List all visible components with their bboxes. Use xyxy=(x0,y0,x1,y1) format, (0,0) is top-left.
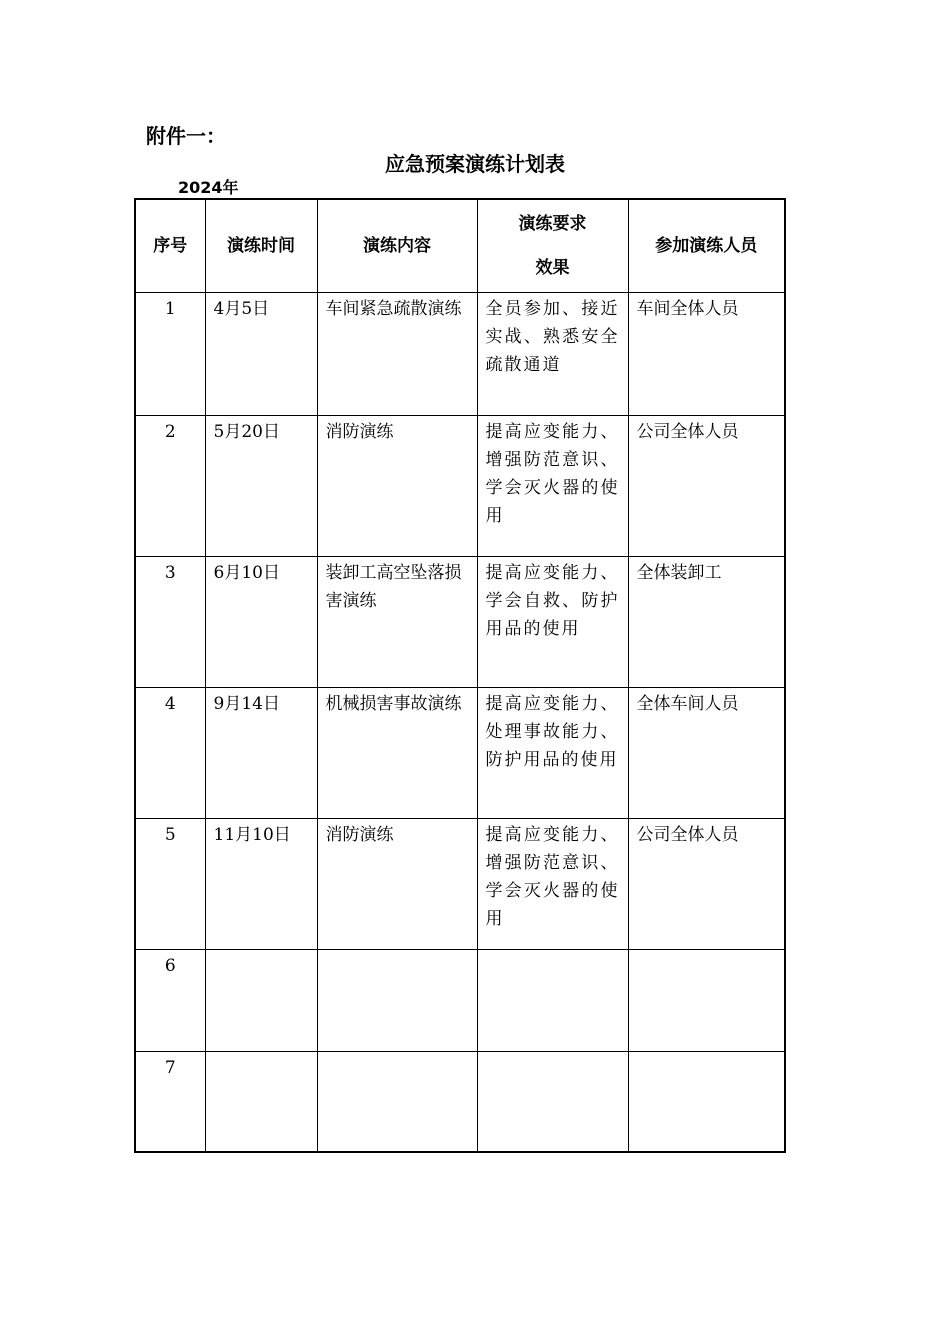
cell-content xyxy=(317,950,477,1052)
cell-time: 9月14日 xyxy=(205,688,317,819)
cell-participants: 公司全体人员 xyxy=(628,819,785,950)
cell-requirement: 提高应变能力、处理事故能力、防护用品的使用 xyxy=(477,688,628,819)
table-row xyxy=(135,1052,785,1152)
cell-time xyxy=(205,1052,317,1152)
header-requirement xyxy=(477,199,628,293)
document-title: 应急预案演练计划表 xyxy=(385,152,565,176)
header-time: 演练时间 xyxy=(205,199,317,293)
cell-content: 车间紧急疏散演练 xyxy=(317,293,477,416)
cell-seq: 4 xyxy=(135,688,205,819)
cell-seq: 5 xyxy=(135,819,205,950)
cell-participants: 公司全体人员 xyxy=(628,416,785,557)
cell-seq: 6 xyxy=(135,950,205,1052)
cell-participants: 全体车间人员 xyxy=(628,688,785,819)
cell-time: 11月10日 xyxy=(205,819,317,950)
drill-plan-table xyxy=(134,198,786,1153)
cell-requirement: 全员参加、接近实战、熟悉安全疏散通道 xyxy=(477,293,628,416)
cell-time: 5月20日 xyxy=(205,416,317,557)
table-row xyxy=(135,819,785,950)
cell-time xyxy=(205,950,317,1052)
cell-content: 消防演练 xyxy=(317,416,477,557)
table-row xyxy=(135,557,785,688)
attachment-label: 附件一： xyxy=(146,124,226,148)
header-seq: 序号 xyxy=(135,199,205,293)
header-participants: 参加演练人员 xyxy=(628,199,785,293)
cell-content: 消防演练 xyxy=(317,819,477,950)
cell-participants xyxy=(628,1052,785,1152)
cell-seq: 3 xyxy=(135,557,205,688)
cell-time: 4月5日 xyxy=(205,293,317,416)
cell-participants xyxy=(628,950,785,1052)
cell-time: 6月10日 xyxy=(205,557,317,688)
table-row xyxy=(135,293,785,416)
cell-seq: 1 xyxy=(135,293,205,416)
cell-participants: 车间全体人员 xyxy=(628,293,785,416)
cell-content xyxy=(317,1052,477,1152)
table-row xyxy=(135,416,785,557)
cell-participants: 全体装卸工 xyxy=(628,557,785,688)
cell-requirement xyxy=(477,1052,628,1152)
cell-requirement: 提高应变能力、增强防范意识、学会灭火器的使用 xyxy=(477,416,628,557)
cell-seq: 7 xyxy=(135,1052,205,1152)
cell-requirement: 提高应变能力、增强防范意识、学会灭火器的使用 xyxy=(477,819,628,950)
table-row xyxy=(135,688,785,819)
header-requirement-line2: 效果 xyxy=(535,258,570,278)
year-label: 2024年 xyxy=(178,178,239,197)
cell-content: 机械损害事故演练 xyxy=(317,688,477,819)
cell-content: 装卸工高空坠落损害演练 xyxy=(317,557,477,688)
table-row xyxy=(135,950,785,1052)
cell-seq: 2 xyxy=(135,416,205,557)
header-content: 演练内容 xyxy=(317,199,477,293)
cell-requirement: 提高应变能力、学会自救、防护用品的使用 xyxy=(477,557,628,688)
table-header-row xyxy=(135,199,785,293)
cell-requirement xyxy=(477,950,628,1052)
header-requirement-line1: 演练要求 xyxy=(518,214,587,234)
